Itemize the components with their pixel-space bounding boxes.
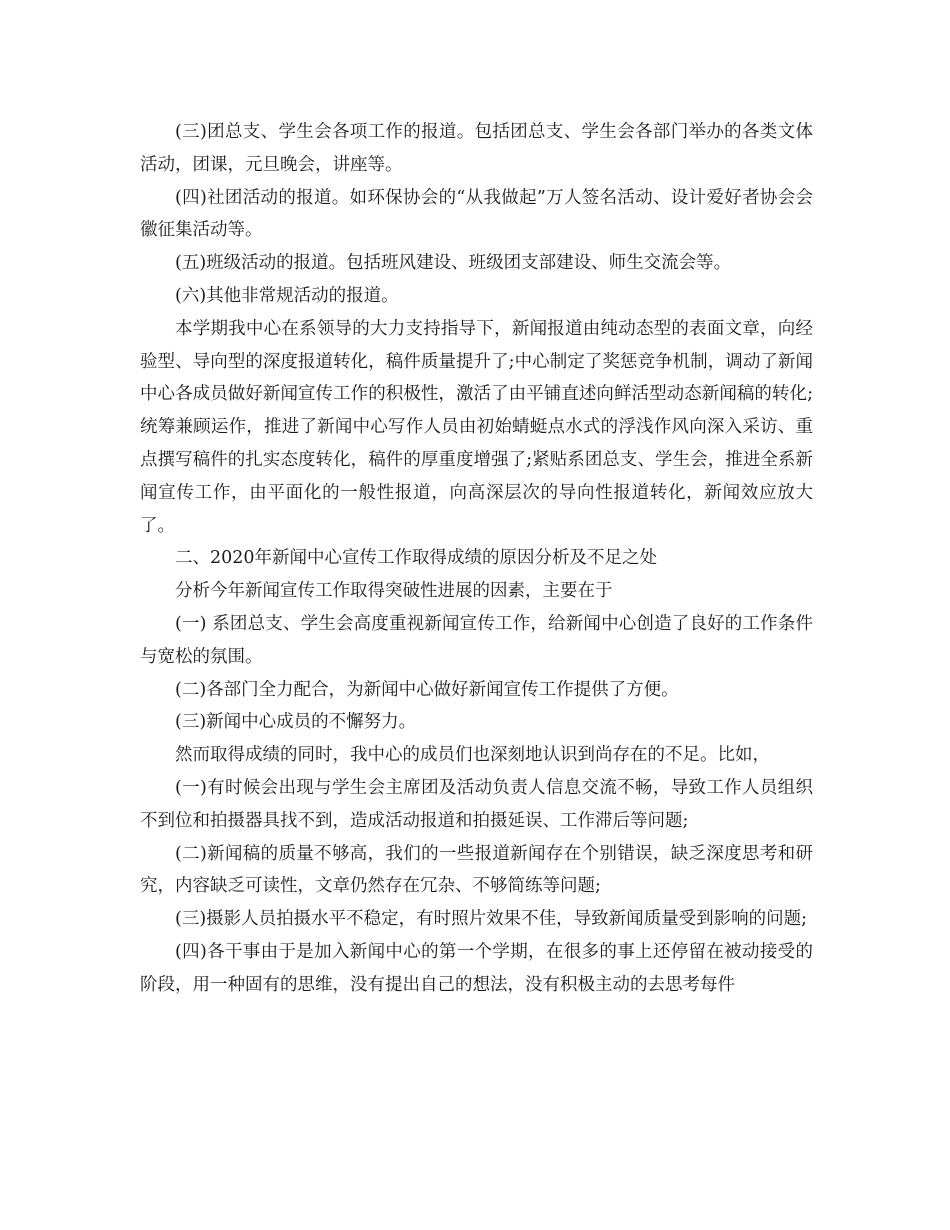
paragraph-1: (三)团总支、学生会各项工作的报道。包括团总支、学生会各部门举办的各类文体活动，团课，元旦晚会，讲座等。	[140, 122, 813, 175]
paragraph-13: (二)新闻稿的质量不够高，我们的一些报道新闻存在个别错误，缺乏深度思考和研究，内容缺乏可读性，文章仍然存在冗杂、不够简练等问题;	[140, 843, 813, 897]
paragraph-7: 分析今年新闻宣传工作取得突破性进展的因素，主要在于	[175, 581, 613, 602]
paragraph-3: (五)班级活动的报道。包括班风建设、班级团支部建设、师生交流会等。	[175, 253, 732, 274]
paragraph-5: 本学期我中心在系领导的大力支持指导下，新闻报道由纯动态型的表面文章，向经验型、导向型的深度报道转化，稿件质量提升了;中心制定了奖惩竞争机制，调动了新闻中心各成员做好新闻宣传工作的积极性，激活了由平铺直述向鲜活型动态新闻稿的转化;统筹兼顾运作，推进了新闻中心写作人员由初始蜻蜓点水式的浮浅作风向深入采访、重点撰写稿件的扎实态度转化，稿件的厚重度增强了;紧贴系团总支、学生会，推进全系新闻宣传工作，由平面化的一般性报道，向高深层次的导向性报道转化，新闻效应放大了。	[140, 318, 813, 536]
section-heading: 二、2020年新闻中心宣传工作取得成绩的原因分析及不足之处	[175, 548, 658, 569]
paragraph-14: (三)摄影人员拍摄水平不稳定，有时照片效果不佳，导致新闻质量受到影响的问题;	[175, 909, 808, 930]
paragraph-4: (六)其他非常规活动的报道。	[175, 285, 399, 306]
document-body	[140, 116, 813, 1002]
paragraph-11: 然而取得成绩的同时，我中心的成员们也深刻地认识到尚存在的不足。比如，	[175, 745, 770, 766]
paragraph-2: (四)社团活动的报道。如环保协会的“从我做起”万人签名活动、设计爱好者协会会徽征集活动等。	[140, 187, 813, 241]
paragraph-9: (二)各部门全力配合，为新闻中心做好新闻宣传工作提供了方便。	[175, 679, 679, 700]
paragraph-10: (三)新闻中心成员的不懈努力。	[175, 712, 417, 733]
paragraph-8: (一) 系团总支、学生会高度重视新闻宣传工作，给新闻中心创造了良好的工作条件与宽松的氛围。	[140, 613, 813, 667]
paragraph-12: (一)有时候会出现与学生会主席团及活动负责人信息交流不畅，导致工作人员组织不到位和拍摄器具找不到，造成活动报道和拍摄延误、工作滞后等问题;	[140, 777, 813, 831]
paragraph-15: (四)各干事由于是加入新闻中心的第一个学期，在很多的事上还停留在被动接受的阶段，用一种固有的思维，没有提出自己的想法，没有积极主动的去思考每件	[140, 941, 813, 995]
